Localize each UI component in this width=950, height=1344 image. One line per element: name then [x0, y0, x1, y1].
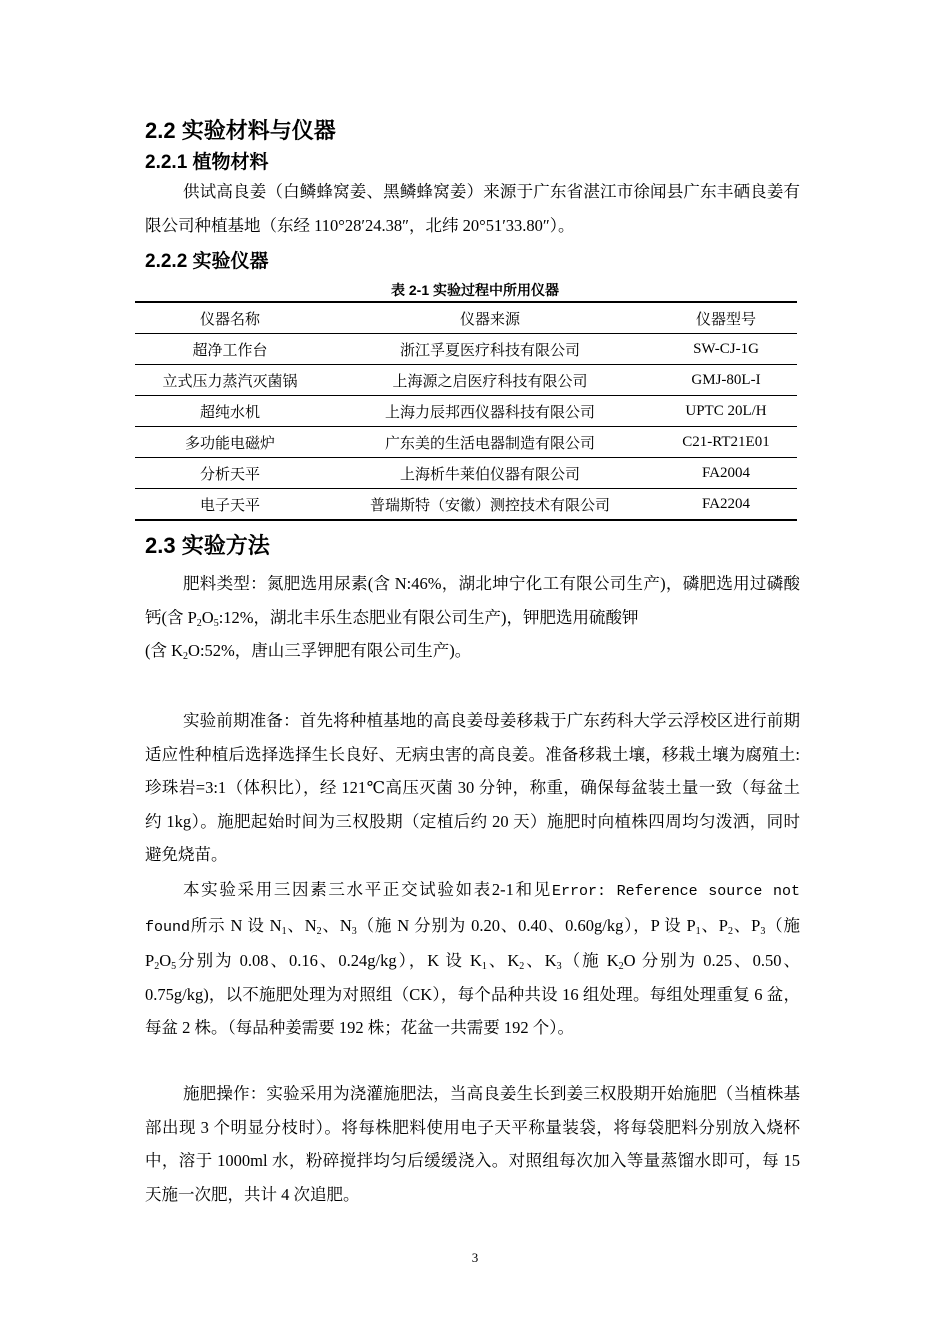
cell-source: 浙江孚夏医疗科技有限公司 — [399, 342, 580, 359]
table-row — [135, 396, 797, 427]
cell-name: 多功能电磁炉 — [184, 435, 275, 452]
cell-name: 超净工作台 — [192, 342, 268, 359]
cell-model: SW-CJ-1G — [693, 340, 759, 357]
section-2-3-heading: 2.3 实验方法 — [145, 533, 270, 558]
cell-name: 分析天平 — [199, 466, 260, 483]
table-row — [135, 489, 797, 521]
table-row — [135, 365, 797, 396]
cell-name: 电子天平 — [199, 497, 260, 514]
header-source: 仪器来源 — [325, 302, 655, 334]
fertilizer-paragraph — [145, 567, 800, 668]
cell-model: C21-RT21E01 — [682, 433, 770, 450]
cell-source: 上海源之启医疗科技有限公司 — [392, 373, 588, 390]
cell-source: 上海析牛莱伯仪器有限公司 — [399, 466, 580, 483]
page-number: 3 — [471, 1250, 479, 1265]
section-2-2-heading: 2.2 实验材料与仪器 — [145, 118, 336, 143]
cell-model: GMJ-80L-I — [691, 371, 761, 388]
reference-error: Error: Reference source not found — [145, 883, 800, 936]
design-paragraph — [145, 873, 800, 1045]
operation-paragraph — [145, 1077, 800, 1211]
cell-model: FA2204 — [701, 495, 751, 512]
cell-model: UPTC 20L/H — [685, 402, 767, 419]
plant-material-paragraph — [145, 175, 800, 242]
table-header-row — [135, 302, 797, 334]
operation-text: 施肥操作：实验采用为浇灌施肥法，当高良姜生长到姜三权股期开始施肥（当植株基部出现 3 个明显分枝时）。将每株肥料使用电子天平称量装袋，将每袋肥料分别放入烧杯中，溶于 1000ml 水，粉碎搅拌均匀后缓缓浇入。对照组每次加入等量蒸馏水即可，每 15 天施一次肥，共计 4 次追肥。 — [145, 1084, 800, 1204]
header-model: 仪器型号 — [655, 302, 797, 334]
cell-source: 广东美的生活电器制造有限公司 — [384, 435, 595, 452]
instrument-table — [135, 301, 797, 521]
cell-name: 超纯水机 — [199, 404, 260, 421]
section-2-2-2-heading: 2.2.2 实验仪器 — [145, 251, 269, 272]
table-row — [135, 334, 797, 365]
fertilizer-text: 肥料类型：氮肥选用尿素(含 N:46%，湖北坤宁化工有限公司生产)，磷肥选用过磷酸钙(含 $P_2O_5:12\%$，湖北丰乐生态肥业有限公司生产)，钾肥选用硫酸钾 — [145, 574, 800, 629]
cell-source: 上海力辰邦西仪器科技有限公司 — [384, 404, 595, 421]
table-row — [135, 427, 797, 458]
preparation-paragraph — [145, 704, 800, 872]
table-row — [135, 458, 797, 489]
cell-model: FA2004 — [701, 464, 751, 481]
design-text: 本实验采用三因素三水平正交试验如表2-1和见Error: Reference source not found所示 N 设 $N_1$、$N_2$、$N_3$（施 N 分别为 0.20、0.40、0.60g/kg），P 设 $P_1$、$P_2$、$P_3$（施 $P_2O_5$分别为 0.08、0.16、0.24g/kg），K 设 $K_1$、$K_2$、$K_3$（施 $K_2O$ 分别为 0.25、0.50、0.75g/kg)，以不施肥处理为对照组（CK），每个品种共设 16 组处理。每组处理重复 6 盆，每盆 2 株。（每品种姜需要 192 株；花盆一共需要 192 个）。 — [145, 880, 801, 1037]
fertilizer-text-cont: (含 $K_2O:52\%$，唐山三孚钾肥有限公司生产)。 — [145, 641, 472, 662]
cell-name: 立式压力蒸汽灭菌锅 — [162, 373, 298, 390]
section-2-2-1-heading: 2.2.1 植物材料 — [145, 152, 269, 173]
plant-material-text: 供试高良姜（白鳞蜂窝姜、黑鳞蜂窝姜）来源于广东省湛江市徐闻县广东丰硒良姜有限公司种植基地（东经 110°28′24.38″，北纬 20°51′33.80″）。 — [145, 182, 800, 235]
preparation-text: 实验前期准备：首先将种植基地的高良姜母姜移栽于广东药科大学云浮校区进行前期适应性种植后选择选择生长良好、无病虫害的高良姜。准备移栽土壤，移栽土壤为腐殖土:珍珠岩=3:1（体积比），经 121℃高压灭菌 30 分钟，称重，确保每盆装土量一致（每盆土约 1kg）。施肥起始时间为三权股期（定植后约 20 天）施肥时向植株四周均匀泼洒，同时避免烧苗。 — [145, 711, 800, 864]
header-name: 仪器名称 — [135, 302, 325, 334]
table-caption: 表 2-1 实验过程中所用仪器 — [390, 282, 559, 298]
cell-source: 普瑞斯特（安徽）测控技术有限公司 — [369, 497, 610, 514]
